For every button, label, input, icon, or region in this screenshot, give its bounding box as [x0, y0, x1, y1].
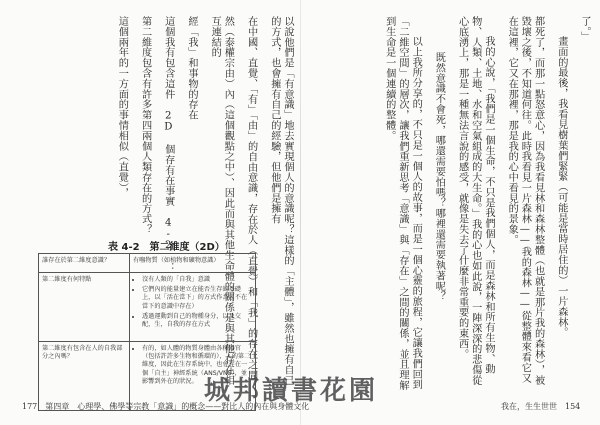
answer-list — [133, 276, 252, 329]
table-question-cell: 第二維度有包含在人的自我部分之內嗎？ — [39, 342, 130, 411]
right-paragraph: 既然意識不會死，哪還需要怕嗎？哪裡還需要執著呢？ — [433, 51, 445, 302]
list-item: • 透過運動到自己的物種身分，以及交配，生，自我的存在方式 — [142, 313, 252, 329]
right-paragraph: 畫面的最後，我看見樹葉們緊緊（可能是當時居住的）一片森林。 — [555, 36, 567, 338]
table-answer-text: 有嘸物質（如植物和礦物意識） — [133, 257, 220, 264]
running-title: 我在，生生世世 — [501, 402, 557, 411]
left-paragraph: 經「我」和事物的存在 — [185, 16, 197, 120]
table-question-cell: 誰存在於第二維度意識？ — [39, 254, 130, 273]
right-page — [301, 0, 600, 425]
table-question-cell: 第二維度有何特點 — [39, 273, 130, 342]
left-paragraph: 以說他們是「有意識」地去實現個人的意識呢？這樣的「主體」，雖然也擁有自己的方式，也會擁有自己的經驗，但他們是擁有 — [268, 16, 293, 386]
table-answer-cell — [130, 254, 256, 273]
list-item: • 有的，如人體的物質身體由各種器官（包括許許多生物和循環的），人的第二維度，因此在生存系統中，也會存在一個「自主」神經系統（ANS/VNS），並影響到外在的狀況。 — [142, 345, 252, 386]
left-paragraph: 在中國、直覺、「有」「由」的自由意識，存在於人（直覺）和「我」的存在之間 — [245, 16, 257, 381]
right-paragraph: 以上我所分享的，不只是一個人的故事，而是一個心靈的旅程，它讓我們回到「二維空間」的層次，讓我們重新思考「意識」與「存在」之間的關係，並且理解到生命是一個連續的整體。 — [383, 16, 422, 391]
page-number: 154 — [565, 402, 581, 411]
right-paragraph: 我的心說，「我們是一個生命，不只是我們個人，而是森林和所有生物、動物、人類、土地、水和空氣組成的大生命。」我的心也如此說，一陣深深的悲傷從心底湧上，那是一種無法言說的感受，就像是失去了什麼非常重要的東西。 — [456, 16, 494, 386]
table-answer-cell — [130, 273, 256, 342]
watermark-logo: 城邦讀書花園 — [204, 376, 379, 406]
right-page-footer — [501, 401, 593, 412]
table-caption: 表 4-2 第二維度（2D） — [108, 242, 225, 253]
right-paragraph: 了。」 — [579, 16, 590, 43]
left-paragraph: 這個兩年的一方面的事情相似（直覺）， — [116, 16, 128, 199]
left-paragraph: 第二維度包含有許多第四兩個人類存在的方式？ — [139, 16, 151, 235]
left-page-footer: 177 第四章 心理學、佛學等宗教「意識」的概念——對比人的內在與身體文化 — [22, 402, 310, 411]
left-paragraph: 然（泰權宗由）內（這個觀點之中）、因此而與其他生命體的關係是與其他存在相互連結的 — [209, 16, 234, 386]
list-item: • 它們內的能量建立在能否生存的基礎上，以「活在當下」的方式作為（不在當下的意識中存在） — [142, 286, 252, 311]
table-row — [39, 273, 256, 342]
right-paragraph: 都死了，而那一點怒意心，因為我看見林和森林整體（也就是那片我的森林），被毀壞之後，不知道何往。此時我看見一片森林——我的森林——從整體來看它又在這裡，它又在那裡，那是我的心中看見的景象。 — [506, 16, 544, 386]
table-row — [39, 254, 256, 273]
left-paragraph: 這個我有包含這件 2D 個存有在事實 4-2 ： — [162, 16, 174, 273]
right-page-body-text — [301, 16, 591, 392]
list-item: • 沒有人類的「自我」意識 — [142, 276, 252, 284]
